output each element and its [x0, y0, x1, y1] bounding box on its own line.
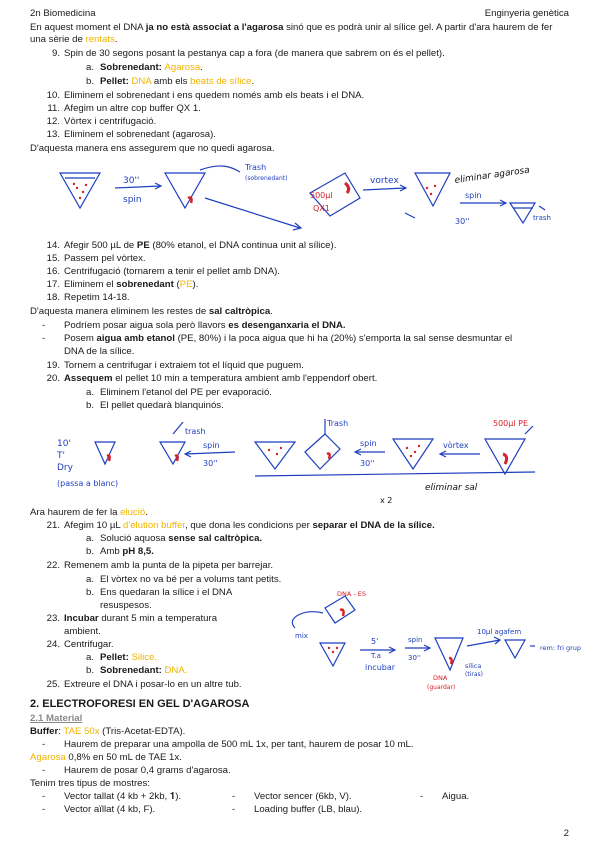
- fig1-label-spin: spin: [123, 195, 142, 205]
- fig2-label-temp: T': [57, 451, 65, 461]
- step-24: 24. Centrifugar.: [46, 639, 114, 650]
- fig2-label-spin2: spin: [360, 439, 377, 448]
- bullet-water-ethanol-cont: DNA de la sílice.: [64, 346, 135, 357]
- step-20: 20. Assequem el pellet 10 min a temperatura ambient amb l'eppendorf obert.: [46, 373, 378, 384]
- fig3-label-30s: 30'': [408, 654, 421, 662]
- intro-paragraph: En aquest moment el DNA ja no està associat a l'agarosa sinó que es podrà unir al sílice gel. A partir d'ara haurem de fer una sèrie de rentats.: [30, 22, 553, 45]
- fig1-label-trash: Trash: [245, 163, 267, 172]
- fig3-label-dna-es: DNA - ES: [337, 590, 367, 598]
- step-24a: a. Pellet: Silice.: [86, 652, 158, 663]
- line-mostres: Tenim tres tipus de mostres:: [30, 778, 150, 789]
- step-22b-cont: resuspesos.: [100, 600, 152, 611]
- fig3-label-mix: mix: [295, 632, 308, 640]
- fig3-label-dna: DNA: [433, 674, 448, 682]
- step-22a: a. El vòrtex no va bé per a volums tant petits.: [86, 574, 282, 585]
- paragraph-no-agarose: D'aquesta manera ens assegurem que no quedi agarosa.: [30, 143, 275, 154]
- fig2-label-eliminar-sal: eliminar sal: [425, 483, 478, 493]
- step-20b: b. El pellet quedarà blanquinós.: [86, 400, 224, 411]
- step-10: 10. Eliminem el sobrenedant i ens quedem només amb els beats i el DNA.: [46, 90, 365, 101]
- step-21: 21. Afegim 10 µL d'elution buffer, que dona les condicions per separar el DNA de la sílice.: [46, 520, 435, 531]
- step-9b: b. Pellet: DNA amb els beats de sílice.: [86, 76, 255, 87]
- handdrawn-diagram-remove-salt: [55, 414, 545, 506]
- fig2-label-10min: 10': [57, 439, 71, 449]
- line-buffer: Buffer: TAE 50x (Tris-Acetat-EDTA).: [30, 726, 186, 737]
- fig1-label-500ul: 500µl: [310, 191, 333, 200]
- step-19: 19. Tornem a centrifugar i extraiem tot el líquid que puguem.: [46, 360, 304, 371]
- step-24b: b. Sobrenedant: DNA.: [86, 665, 188, 676]
- paragraph-elution: Ara haurem de fer la elució.: [30, 507, 148, 518]
- step-23: 23. Incubar durant 5 min a temperatura: [46, 613, 218, 624]
- step-11: 11. Afegim un altre cop buffer QX 1.: [47, 103, 201, 114]
- sample-aigua: - Aigua.: [420, 791, 470, 802]
- fig2-label-vortex: vòrtex: [443, 441, 469, 450]
- fig1-label-spin2: spin: [465, 191, 482, 200]
- fig1-label-30s: 30'': [123, 176, 140, 186]
- fig2-label-passa: (passa a blanc): [57, 479, 119, 488]
- line-agarosa: Agarosa 0,8% en 50 mL de TAE 1x.: [30, 752, 182, 763]
- step-12: 12. Vòrtex i centrifugació.: [46, 116, 157, 127]
- fig1-label-vortex: vortex: [370, 176, 399, 186]
- fig1-label-qx1: QX1: [313, 204, 330, 213]
- page-number: 2: [563, 828, 569, 839]
- handdrawn-diagram-wash-agarose: [55, 158, 555, 240]
- fig3-label-tiras: (tiras): [465, 671, 483, 678]
- step-15: 15. Passem pel vòrtex.: [46, 253, 146, 264]
- step-9: 9. Spin de 30 segons posant la pestanya cap a fora (de manera que sabrem on és el pellet).: [51, 48, 445, 59]
- fig2-label-spin: spin: [203, 441, 220, 450]
- fig1-label-eliminar-agarosa: eliminar agarosa: [454, 165, 531, 186]
- paragraph-eliminate-salt: D'aquesta manera eliminem les restes de sal caltròpica.: [30, 306, 273, 317]
- header-subject: Enginyeria genètica: [484, 8, 569, 19]
- fig2-label-30s-b: 30'': [360, 459, 375, 468]
- section-title-electroforesi: 2. ELECTROFORESI EN GEL D'AGAROSA: [30, 698, 250, 710]
- step-22b: b. Ens quedaran la sílice i el DNA: [86, 587, 233, 598]
- fig2-label-trash2: Trash: [327, 419, 349, 428]
- bullet-buffer: - Haurem de preparar una ampolla de 500 mL 1x, per tant, haurem de posar 10 mL.: [42, 739, 414, 750]
- fig1-label-trash-sub: (sobrenedant): [245, 175, 288, 182]
- bullet-water-ethanol: - Posem aigua amb etanol (PE, 80%) i la poca aigua que hi ha (20%) s'emporta la sal sense desmuntar el: [42, 333, 513, 344]
- step-25: 25. Extreure el DNA i posar-lo en un altre tub.: [46, 679, 242, 690]
- step-20a: a. Eliminem l'etanol del PE per evaporació.: [86, 387, 272, 398]
- fig2-label-500ul-pe: 500µl PE: [493, 419, 529, 428]
- bullet-agarosa: - Haurem de posar 0,4 grams d'agarosa.: [42, 765, 231, 776]
- step-16: 16. Centrifugació (tornarem a tenir el pellet amb DNA).: [46, 266, 280, 277]
- step-17: 17. Eliminem el sobrenedant (PE).: [46, 279, 199, 290]
- subsection-title-material: 2.1 Material: [30, 713, 83, 724]
- fig3-label-ta: T.a: [371, 652, 381, 660]
- sample-vector-aillat: - Vector aïllat (4 kb, F).: [42, 804, 156, 815]
- step-21a: a. Solució aquosa sense sal caltròpica.: [86, 533, 263, 544]
- step-14: 14. Afegir 500 µL de PE (80% etanol, el DNA continua unit al sílice).: [46, 240, 337, 251]
- sample-vector-sencer: - Vector sencer (6kb, V).: [232, 791, 352, 802]
- step-13: 13. Eliminem el sobrenedant (agarosa).: [46, 129, 216, 140]
- step-21b: b. Amb pH 8,5.: [86, 546, 154, 557]
- fig3-label-rem: rem: fri grup: [540, 644, 581, 652]
- fig2-label-30s: 30'': [203, 459, 218, 468]
- handdrawn-diagram-elution: [285, 588, 585, 694]
- header-course: 2n Biomedicina: [30, 8, 96, 19]
- step-23-cont: ambient.: [64, 626, 101, 637]
- fig1-label-30s-b: 30'': [455, 217, 470, 226]
- fig3-label-5min: 5': [371, 637, 379, 646]
- bullet-water-alone: - Podríem posar aigua sola però llavors es desenganxaria el DNA.: [42, 320, 346, 331]
- step-9a: a. Sobrenedant: Agarosa.: [86, 62, 203, 73]
- fig3-label-incubar: incubar: [365, 663, 396, 672]
- step-22: 22. Remenem amb la punta de la pipeta per barrejar.: [46, 560, 274, 571]
- fig1-label-trash2: trash: [533, 214, 551, 222]
- fig2-label-x2: x 2: [380, 496, 393, 505]
- fig3-label-guardar: (guardar): [427, 684, 456, 691]
- fig3-label-spin: spin: [408, 636, 423, 644]
- sample-vector-tallat: - Vector tallat (4 kb + 2kb, 𝟏).: [42, 791, 182, 802]
- fig2-label-trash: trash: [185, 427, 206, 436]
- step-18: 18. Repetim 14-18.: [46, 292, 130, 303]
- fig3-label-silica: sílica: [465, 662, 482, 670]
- fig3-label-10ul: 10µl agafem: [477, 628, 522, 636]
- sample-loading-buffer: - Loading buffer (LB, blau).: [232, 804, 363, 815]
- fig2-label-dry: Dry: [57, 463, 73, 473]
